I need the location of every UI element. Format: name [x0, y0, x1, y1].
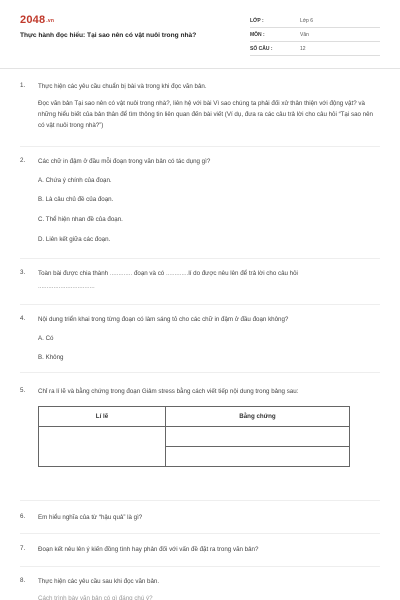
- option-d[interactable]: D. Liên kết giữa các đoạn.: [38, 236, 111, 243]
- question-text: Em hiểu nghĩa của từ “hậu quả” là gì?: [38, 514, 143, 521]
- option-b[interactable]: B. Là câu chủ đề của đoạn.: [38, 196, 114, 203]
- fill-blank[interactable]: .............: [165, 270, 189, 277]
- fill-blank[interactable]: .................................: [38, 283, 95, 290]
- question-6: [20, 513, 380, 525]
- meta-row-class: [250, 14, 380, 28]
- question-text-part: lí do được nêu lên để trả lời cho câu hỏi: [188, 270, 298, 277]
- document-header: [20, 14, 380, 62]
- question-number: 8.: [20, 577, 26, 584]
- logo-text: 2048: [20, 14, 46, 26]
- table-cell-evidence[interactable]: [166, 447, 350, 467]
- question-divider: [20, 146, 380, 147]
- table-header-row: [39, 407, 350, 427]
- question-5: [20, 387, 380, 401]
- question-3: [20, 269, 380, 299]
- question-divider: [20, 500, 380, 501]
- meta-label: MÔN :: [250, 32, 265, 38]
- question-number: 3.: [20, 269, 26, 276]
- header-divider: [0, 68, 400, 69]
- question-subtext: Cách trình bày văn bản có gì đáng chú ý?: [38, 595, 153, 600]
- question-number: 2.: [20, 157, 26, 164]
- fill-blank[interactable]: .............: [109, 270, 133, 277]
- question-divider: [20, 566, 380, 567]
- question-number: 5.: [20, 387, 26, 394]
- option-c[interactable]: C. Thể hiện nhan đề của đoạn.: [38, 216, 123, 223]
- question-1: [20, 82, 380, 142]
- question-text: Đoạn kết nêu lên ý kiến đồng tình hay phản đối với vấn đề đặt ra trong văn bản?: [38, 546, 259, 553]
- option-b[interactable]: B. Không: [38, 354, 64, 361]
- question-2: [20, 157, 380, 252]
- table-cell-reason[interactable]: [39, 427, 166, 467]
- question-divider: [20, 304, 380, 305]
- meta-label: SỐ CÂU :: [250, 46, 273, 52]
- site-logo[interactable]: [20, 14, 54, 26]
- question-number: 6.: [20, 513, 26, 520]
- question-text-part: đoạn và có: [133, 270, 165, 277]
- answer-table: [38, 406, 350, 467]
- question-number: 4.: [20, 315, 26, 322]
- question-text: Thực hiện các yêu cầu chuẩn bị bài và trong khi đọc văn bản.: [38, 83, 207, 90]
- question-divider: [20, 372, 380, 373]
- document-title: Thực hành đọc hiểu: Tại sao nên có vật nuôi trong nhà?: [20, 32, 197, 39]
- document-meta: [250, 14, 380, 56]
- question-divider: [20, 533, 380, 534]
- question-number: 1.: [20, 82, 26, 89]
- question-number: 7.: [20, 545, 26, 552]
- question-7: [20, 545, 380, 557]
- table-header-evidence: Bằng chứng: [166, 407, 350, 427]
- table-row: [39, 427, 350, 447]
- question-text-part: Toàn bài được chia thành: [38, 270, 109, 277]
- question-subtext: Đọc văn bản Tại sao nên có vật nuôi trong nhà?, liên hệ với bài Vì sao chúng ta phải đối xử thân thiện với động vật? và những hiểu biết của bản thân để tìm thông tin liên quan đến bài viết (Ví dụ, đưa ra các câu trả lời cho câu hỏi “Tại sao nên có vật nuôi trong nhà?”): [38, 100, 373, 129]
- question-8: [20, 577, 380, 600]
- table-cell-evidence[interactable]: [166, 427, 350, 447]
- question-divider: [20, 258, 380, 259]
- meta-row-count: [250, 42, 380, 56]
- question-text: Nội dung triển khai trong từng đoạn có làm sáng tỏ cho các chữ in đậm ở đầu đoạn không?: [38, 316, 289, 323]
- option-a[interactable]: A. Chứa ý chính của đoạn.: [38, 177, 112, 184]
- question-text: Các chữ in đậm ở đầu mỗi đoạn trong văn bản có tác dụng gì?: [38, 158, 211, 165]
- option-a[interactable]: A. Có: [38, 335, 54, 342]
- table-header-reason: Lí lẽ: [39, 407, 166, 427]
- meta-value: Văn: [300, 32, 309, 38]
- meta-row-subject: [250, 28, 380, 42]
- question-text: Thực hiện các yêu cầu sau khi đọc văn bản.: [38, 578, 160, 585]
- question-text: [38, 269, 378, 279]
- meta-value: Lớp 6: [300, 18, 314, 24]
- meta-value: 12: [300, 46, 306, 52]
- question-4: [20, 315, 380, 365]
- question-text: Chỉ ra lí lẽ và bằng chứng trong đoạn Giảm stress bằng cách viết tiếp nội dung trong bảng sau:: [38, 388, 299, 395]
- logo-suffix: .vn: [46, 18, 55, 24]
- meta-label: LỚP :: [250, 18, 264, 24]
